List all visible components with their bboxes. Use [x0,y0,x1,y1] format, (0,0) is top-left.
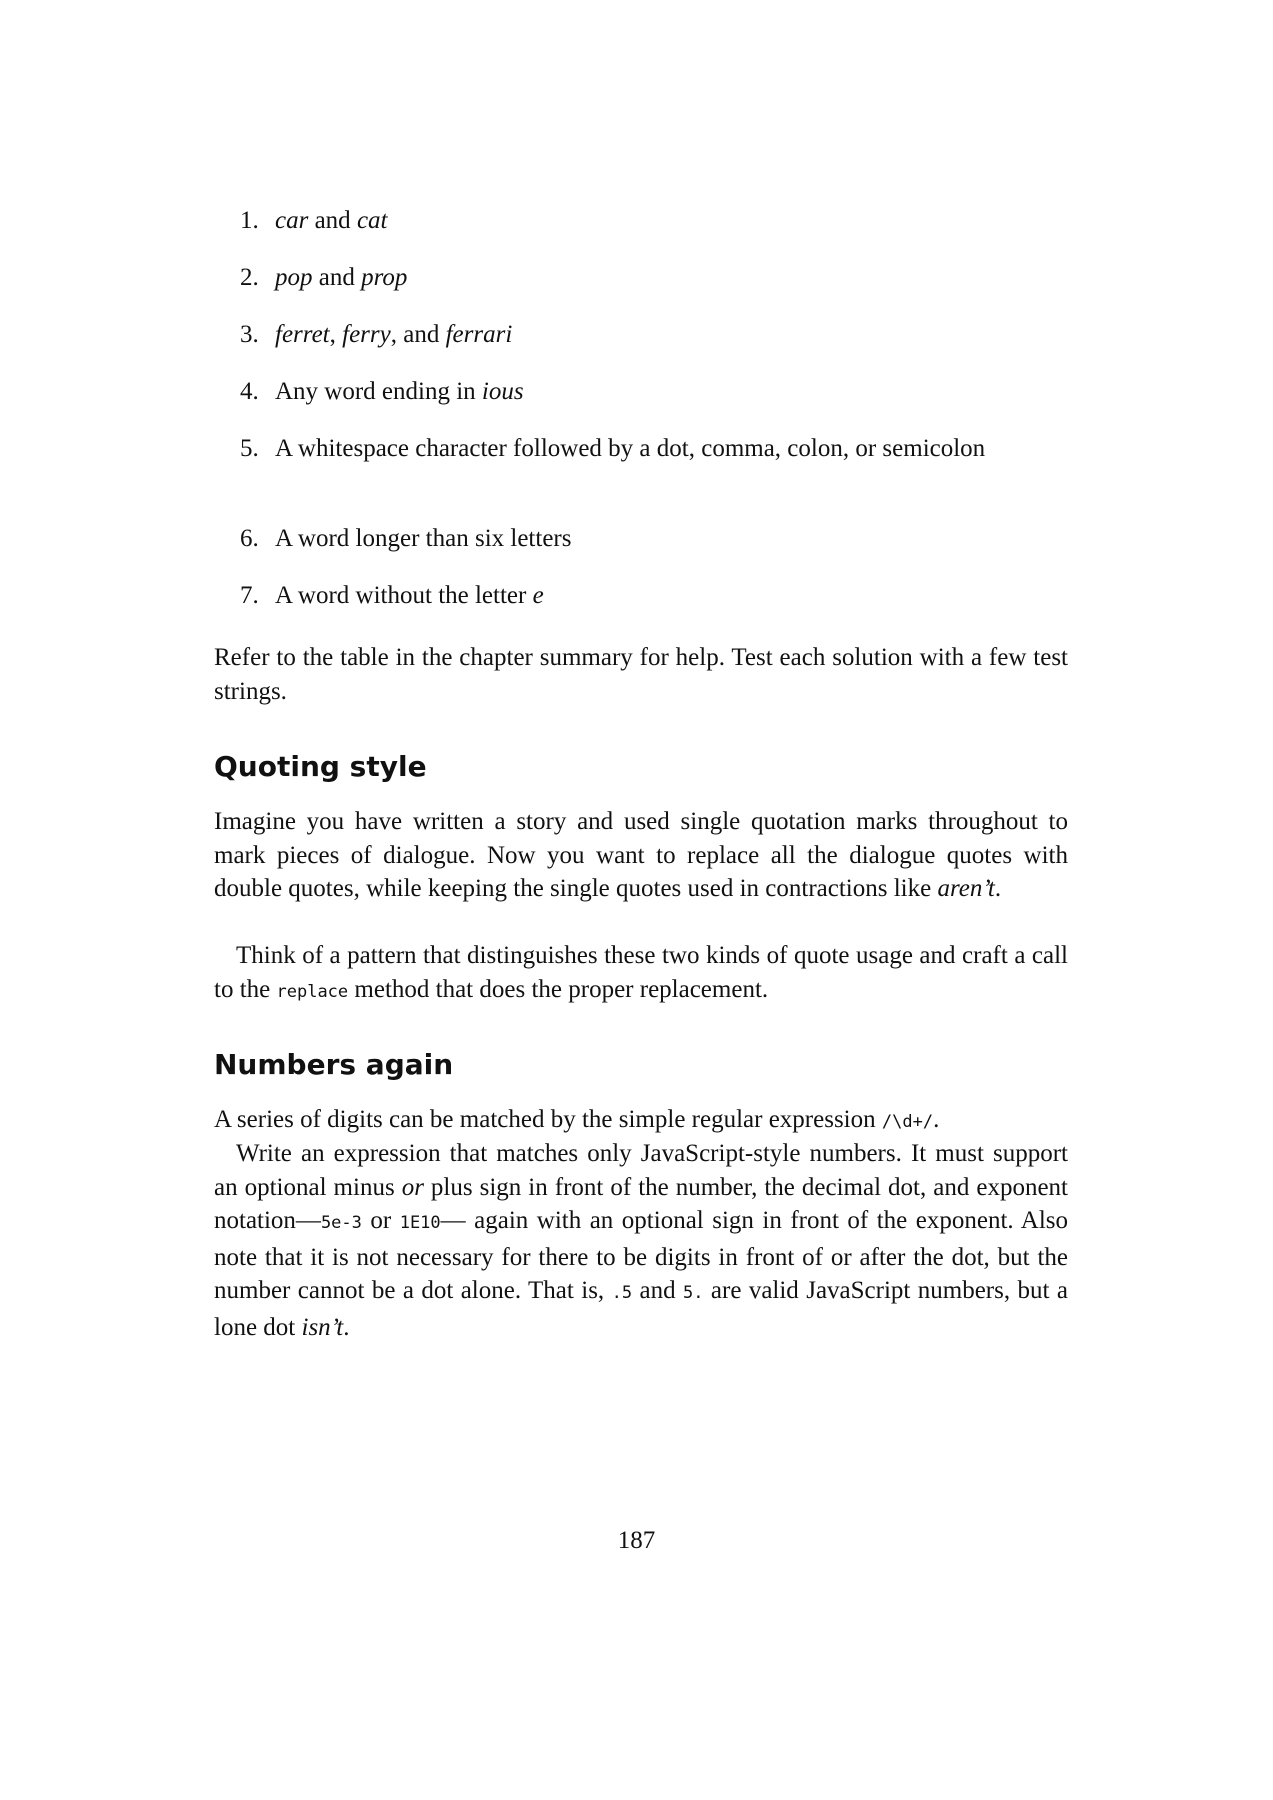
text: or [361,1207,400,1234]
quoting-paragraph-2 [214,939,1068,1009]
term: pop [275,264,313,291]
emphasis: or [401,1173,424,1201]
list-item-4 [240,375,1103,409]
term: cat [356,207,388,234]
text: A word without the letter [275,582,533,609]
item-number: 5. [240,435,259,462]
text: A series of digits can be matched by the simple regular expression [214,1106,882,1133]
numbers-paragraph-1 [214,1103,1068,1140]
emphasis: aren’t [937,875,995,902]
item-number: 4. [240,378,259,405]
term: e [532,582,544,609]
page-number: 187 [617,1527,656,1554]
list-item-3 [240,318,1103,352]
text: Any word ending in [275,378,482,405]
inline-code: 1E10 [399,1213,441,1233]
list-item-7 [240,579,1103,613]
text: and [308,207,357,234]
list-item-5 [240,432,1103,466]
term: car [275,207,309,234]
item-number: 3. [240,321,259,348]
item-number: 2. [240,264,259,291]
inline-code: 5. [683,1283,704,1303]
text: Imagine you have written a story and used single quotation marks throughout to mark pieces of dialogue. Now you want to replace all the dialogue quotes with double quotes, while keeping the single quotes used in contractions like [214,808,1068,902]
text: . [343,1313,350,1341]
text: plus sign in front of the number, the decimal dot, and exponent notation— [214,1173,1068,1234]
item-number: 7. [240,582,259,609]
item-number: 1. [240,207,259,234]
list-item-6 [240,522,1103,556]
text: A whitespace character followed by a dot, comma, colon, or semicolon [275,435,986,462]
item-number: 6. [240,525,259,552]
quoting-paragraph-1 [214,805,1068,906]
heading-numbers-again: Numbers again [214,1048,454,1081]
term: ferret [275,321,330,348]
inline-code: 5e-3 [320,1213,362,1233]
inline-code: .5 [611,1283,633,1303]
text: method that does the proper replacement. [348,975,769,1003]
numbers-paragraph-2 [214,1137,1068,1344]
text: . [994,875,1002,902]
text: and [632,1277,683,1304]
list-item-1 [240,204,1103,238]
term: prop [361,264,408,291]
text: . [933,1106,940,1133]
heading-quoting-style: Quoting style [214,750,427,783]
term: ious [481,378,524,405]
term: ferry [342,321,391,348]
text: are valid JavaScript numbers, but a lone dot [214,1277,1068,1341]
text: — again with an optional sign in front of the exponent. Also note that it is not necessary for there to be digits in front of or after the dot, but the number cannot be a dot alone. That is, [214,1207,1068,1304]
text: and [312,264,362,291]
text: , and [390,321,446,348]
text: Think of a pattern that distinguishes these two kinds of quote usage and craft a call to the [214,942,1068,1003]
inline-code: /\d+/ [881,1112,934,1132]
term: ferrari [445,321,513,348]
list-item-2 [240,261,1103,295]
inline-code: replace [276,981,349,1002]
text: Write an expression that matches only JavaScript-style numbers. It must support an optional minus [214,1140,1068,1201]
refer-paragraph: Refer to the table in the chapter summary for help. Test each solution with a few test strings. [214,644,1068,705]
text: A word longer than six letters [275,525,572,552]
text: , [329,321,343,348]
emphasis: isn’t [301,1313,344,1341]
